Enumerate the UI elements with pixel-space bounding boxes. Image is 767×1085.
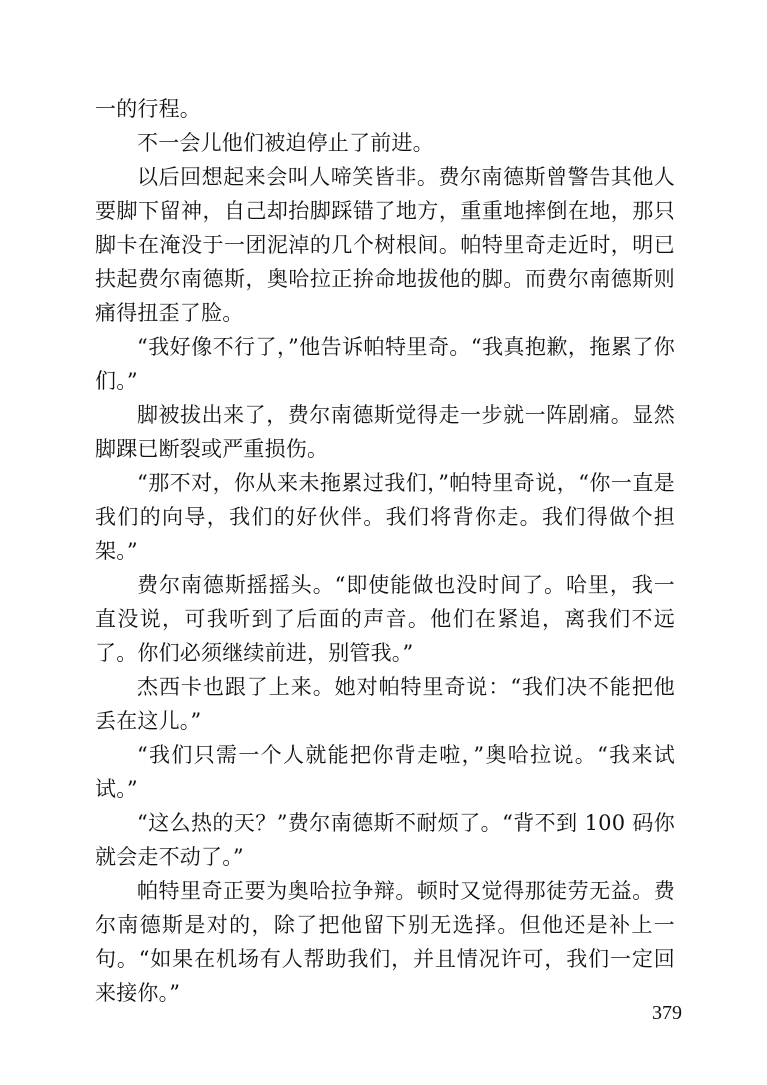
paragraph: “那不对，你从来未拖累过我们，”帕特里奇说，“你一直是我们的向导，我们的好伙伴。我们将背你走。我们得做个担架。” (95, 471, 675, 563)
paragraph: 不一会儿他们被迫停止了前进。 (137, 131, 434, 155)
paragraph: “这么热的天？”费尔南德斯不耐烦了。“背不到 100 码你就会走不动了。” (95, 811, 675, 869)
body-text (95, 92, 675, 1010)
paragraph: 费尔南德斯摇摇头。“即使能做也没时间了。哈里，我一直没说，可我听到了后面的声音。他们在紧追，离我们不远了。你们必须继续前进，别管我。” (95, 573, 675, 665)
paragraph: 以后回想起来会叫人啼笑皆非。费尔南德斯曾警告其他人要脚下留神，自己却抬脚踩错了地方，重重地摔倒在地，那只脚卡在淹没于一团泥淖的几个树根间。帕特里奇走近时，明已扶起费尔南德斯，奥哈拉正拚命地拔他的脚。而费尔南德斯则痛得扭歪了脸。 (95, 165, 675, 325)
page-number: 379 (652, 1002, 682, 1024)
paragraph: 杰西卡也跟了上来。她对帕特里奇说：“我们决不能把他丢在这儿。” (95, 675, 675, 733)
paragraph: 帕特里奇正要为奥哈拉争辩。顿时又觉得那徒劳无益。费尔南德斯是对的，除了把他留下别无选择。但他还是补上一句。“如果在机场有人帮助我们，并且情况许可，我们一定回来接你。” (95, 879, 675, 1005)
paragraph: “我们只需一个人就能把你背走啦，”奥哈拉说。“我来试试。” (95, 743, 675, 801)
paragraph: “我好像不行了，”他告诉帕特里奇。“我真抱歉，拖累了你们。” (95, 335, 675, 393)
paragraph-continuation: 一的行程。 (95, 97, 201, 121)
paragraph: 脚被拔出来了，费尔南德斯觉得走一步就一阵剧痛。显然脚踝已断裂或严重损伤。 (95, 403, 675, 461)
